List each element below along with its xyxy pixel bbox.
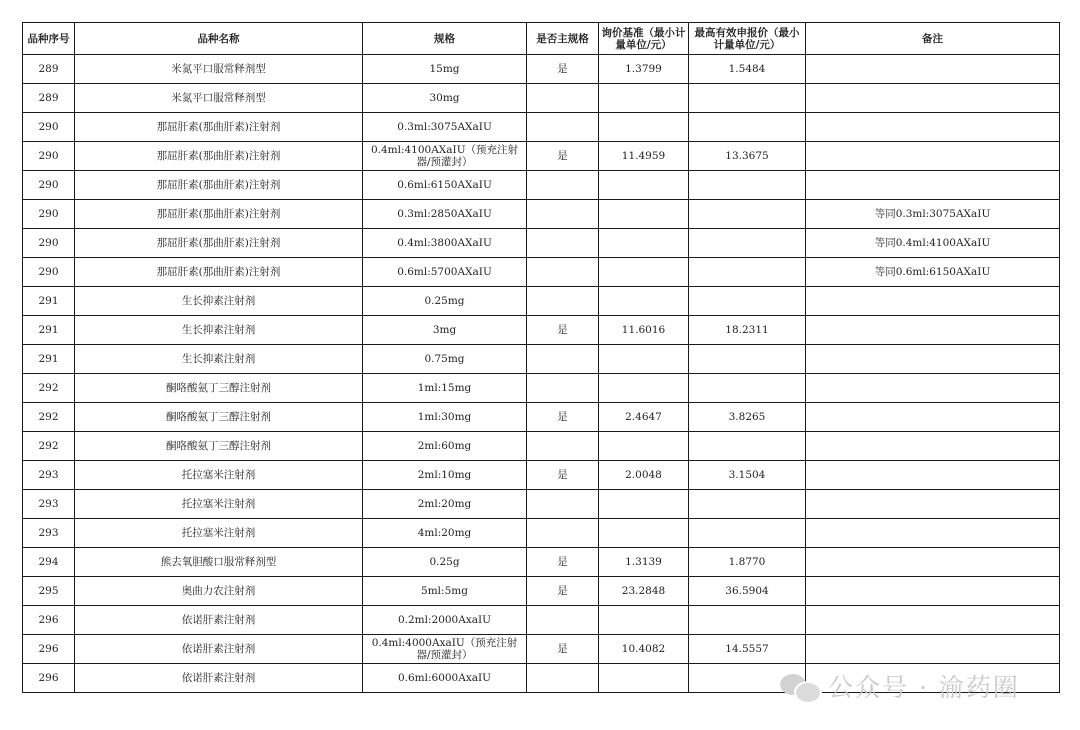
cell-max-price xyxy=(689,345,806,374)
cell-name: 那屈肝素(那曲肝素)注射剂 xyxy=(75,229,363,258)
cell-base-price: 23.2848 xyxy=(599,577,689,606)
cell-name: 那屈肝素(那曲肝素)注射剂 xyxy=(75,171,363,200)
cell-max-price: 13.3675 xyxy=(689,142,806,171)
cell-name: 生长抑素注射剂 xyxy=(75,345,363,374)
header-base-price: 询价基准（最小计量单位/元） xyxy=(599,23,689,55)
cell-note: 等同0.6ml:6150AXaIU xyxy=(806,258,1060,287)
cell-no: 292 xyxy=(23,403,75,432)
cell-name: 托拉塞米注射剂 xyxy=(75,490,363,519)
cell-base-price xyxy=(599,258,689,287)
cell-max-price xyxy=(689,200,806,229)
table-row xyxy=(23,403,1060,432)
cell-main: 是 xyxy=(527,55,599,84)
cell-base-price: 1.3139 xyxy=(599,548,689,577)
table-row xyxy=(23,432,1060,461)
cell-max-price: 18.2311 xyxy=(689,316,806,345)
cell-name: 那屈肝素(那曲肝素)注射剂 xyxy=(75,200,363,229)
table-row xyxy=(23,55,1060,84)
cell-max-price xyxy=(689,519,806,548)
cell-main xyxy=(527,606,599,635)
cell-name: 酮咯酸氨丁三醇注射剂 xyxy=(75,374,363,403)
cell-no: 293 xyxy=(23,461,75,490)
cell-base-price xyxy=(599,84,689,113)
cell-base-price: 11.4959 xyxy=(599,142,689,171)
watermark xyxy=(780,668,1020,704)
cell-base-price xyxy=(599,200,689,229)
cell-max-price xyxy=(689,374,806,403)
cell-note xyxy=(806,345,1060,374)
cell-spec: 0.75mg xyxy=(363,345,527,374)
cell-spec: 0.6ml:6150AXaIU xyxy=(363,171,527,200)
cell-spec: 2ml:20mg xyxy=(363,490,527,519)
cell-base-price xyxy=(599,519,689,548)
table-row xyxy=(23,519,1060,548)
cell-spec: 0.3ml:2850AXaIU xyxy=(363,200,527,229)
cell-base-price: 2.4647 xyxy=(599,403,689,432)
cell-base-price: 2.0048 xyxy=(599,461,689,490)
cell-main xyxy=(527,287,599,316)
cell-no: 296 xyxy=(23,635,75,664)
cell-base-price: 11.6016 xyxy=(599,316,689,345)
price-table xyxy=(22,22,1060,693)
cell-main: 是 xyxy=(527,635,599,664)
cell-base-price xyxy=(599,490,689,519)
cell-note: 等同0.4ml:4100AXaIU xyxy=(806,229,1060,258)
cell-name: 那屈肝素(那曲肝素)注射剂 xyxy=(75,113,363,142)
cell-base-price xyxy=(599,664,689,693)
cell-note xyxy=(806,171,1060,200)
cell-no: 290 xyxy=(23,113,75,142)
cell-max-price: 3.8265 xyxy=(689,403,806,432)
cell-no: 291 xyxy=(23,287,75,316)
cell-note xyxy=(806,374,1060,403)
cell-spec: 0.25mg xyxy=(363,287,527,316)
cell-spec: 4ml:20mg xyxy=(363,519,527,548)
cell-max-price xyxy=(689,113,806,142)
table-row xyxy=(23,287,1060,316)
cell-max-price xyxy=(689,287,806,316)
cell-name: 生长抑素注射剂 xyxy=(75,287,363,316)
cell-name: 依诺肝素注射剂 xyxy=(75,635,363,664)
table-row xyxy=(23,374,1060,403)
cell-no: 290 xyxy=(23,171,75,200)
header-no: 品种序号 xyxy=(23,23,75,55)
cell-base-price xyxy=(599,229,689,258)
cell-no: 292 xyxy=(23,374,75,403)
cell-name: 酮咯酸氨丁三醇注射剂 xyxy=(75,403,363,432)
cell-spec: 0.6ml:5700AXaIU xyxy=(363,258,527,287)
cell-spec: 3mg xyxy=(363,316,527,345)
table-row xyxy=(23,606,1060,635)
cell-max-price xyxy=(689,432,806,461)
cell-max-price: 36.5904 xyxy=(689,577,806,606)
cell-note xyxy=(806,142,1060,171)
table-row xyxy=(23,113,1060,142)
wechat-icon xyxy=(780,670,820,702)
header-main: 是否主规格 xyxy=(527,23,599,55)
cell-no: 291 xyxy=(23,316,75,345)
cell-spec: 0.6ml:6000AxaIU xyxy=(363,664,527,693)
cell-no: 296 xyxy=(23,664,75,693)
cell-base-price xyxy=(599,345,689,374)
watermark-text: 公众号 · 渝药圈 xyxy=(828,673,1020,702)
cell-note xyxy=(806,548,1060,577)
cell-spec: 2ml:60mg xyxy=(363,432,527,461)
table-row xyxy=(23,635,1060,664)
table-row xyxy=(23,142,1060,171)
cell-no: 290 xyxy=(23,258,75,287)
cell-note: 等同0.3ml:3075AXaIU xyxy=(806,200,1060,229)
header-note: 备注 xyxy=(806,23,1060,55)
cell-note xyxy=(806,490,1060,519)
table-row xyxy=(23,577,1060,606)
cell-spec: 0.3ml:3075AXaIU xyxy=(363,113,527,142)
table-body xyxy=(23,55,1060,693)
cell-main xyxy=(527,490,599,519)
cell-main xyxy=(527,171,599,200)
table-row xyxy=(23,548,1060,577)
cell-max-price xyxy=(689,606,806,635)
cell-max-price xyxy=(689,171,806,200)
cell-max-price xyxy=(689,258,806,287)
cell-spec: 0.25g xyxy=(363,548,527,577)
cell-base-price xyxy=(599,432,689,461)
cell-name: 奥曲力农注射剂 xyxy=(75,577,363,606)
cell-no: 291 xyxy=(23,345,75,374)
cell-main: 是 xyxy=(527,548,599,577)
cell-no: 290 xyxy=(23,229,75,258)
cell-no: 293 xyxy=(23,490,75,519)
cell-main: 是 xyxy=(527,577,599,606)
cell-base-price xyxy=(599,171,689,200)
cell-main xyxy=(527,200,599,229)
cell-spec: 0.4ml:4000AxaIU（预充注射器/预灌封） xyxy=(363,635,527,664)
cell-note xyxy=(806,403,1060,432)
cell-base-price: 10.4082 xyxy=(599,635,689,664)
cell-main: 是 xyxy=(527,461,599,490)
cell-no: 295 xyxy=(23,577,75,606)
header-spec: 规格 xyxy=(363,23,527,55)
cell-base-price xyxy=(599,606,689,635)
cell-name: 米氮平口服常释剂型 xyxy=(75,55,363,84)
table-row xyxy=(23,229,1060,258)
cell-main xyxy=(527,374,599,403)
cell-spec: 15mg xyxy=(363,55,527,84)
cell-no: 289 xyxy=(23,84,75,113)
cell-max-price: 3.1504 xyxy=(689,461,806,490)
cell-note xyxy=(806,519,1060,548)
header-name: 品种名称 xyxy=(75,23,363,55)
cell-main xyxy=(527,345,599,374)
table-row xyxy=(23,200,1060,229)
cell-note xyxy=(806,316,1060,345)
table-row xyxy=(23,316,1060,345)
table-row xyxy=(23,490,1060,519)
header-max-price: 最高有效申报价（最小计量单位/元） xyxy=(689,23,806,55)
cell-name: 生长抑素注射剂 xyxy=(75,316,363,345)
cell-note xyxy=(806,287,1060,316)
cell-spec: 2ml:10mg xyxy=(363,461,527,490)
cell-name: 米氮平口服常释剂型 xyxy=(75,84,363,113)
cell-spec: 30mg xyxy=(363,84,527,113)
table-row xyxy=(23,171,1060,200)
cell-base-price xyxy=(599,287,689,316)
cell-note xyxy=(806,635,1060,664)
cell-note xyxy=(806,84,1060,113)
cell-max-price xyxy=(689,229,806,258)
cell-base-price xyxy=(599,113,689,142)
cell-no: 289 xyxy=(23,55,75,84)
table-header-row xyxy=(23,23,1060,55)
price-table-sheet xyxy=(22,22,1060,693)
cell-note xyxy=(806,606,1060,635)
cell-main xyxy=(527,258,599,287)
cell-name: 托拉塞米注射剂 xyxy=(75,519,363,548)
cell-spec: 1ml:30mg xyxy=(363,403,527,432)
cell-name: 依诺肝素注射剂 xyxy=(75,664,363,693)
cell-no: 292 xyxy=(23,432,75,461)
cell-note xyxy=(806,55,1060,84)
cell-name: 熊去氧胆酸口服常释剂型 xyxy=(75,548,363,577)
cell-note xyxy=(806,577,1060,606)
cell-name: 那屈肝素(那曲肝素)注射剂 xyxy=(75,142,363,171)
cell-main xyxy=(527,519,599,548)
cell-main: 是 xyxy=(527,403,599,432)
cell-main xyxy=(527,432,599,461)
cell-max-price: 14.5557 xyxy=(689,635,806,664)
cell-note xyxy=(806,461,1060,490)
cell-main xyxy=(527,229,599,258)
cell-name: 酮咯酸氨丁三醇注射剂 xyxy=(75,432,363,461)
cell-main: 是 xyxy=(527,316,599,345)
cell-no: 294 xyxy=(23,548,75,577)
cell-main: 是 xyxy=(527,142,599,171)
cell-no: 290 xyxy=(23,142,75,171)
cell-name: 托拉塞米注射剂 xyxy=(75,461,363,490)
cell-max-price xyxy=(689,490,806,519)
cell-note xyxy=(806,432,1060,461)
cell-no: 293 xyxy=(23,519,75,548)
cell-no: 290 xyxy=(23,200,75,229)
cell-base-price xyxy=(599,374,689,403)
cell-spec: 0.4ml:3800AXaIU xyxy=(363,229,527,258)
cell-base-price: 1.3799 xyxy=(599,55,689,84)
table-row xyxy=(23,345,1060,374)
cell-main xyxy=(527,664,599,693)
cell-note xyxy=(806,113,1060,142)
cell-spec: 1ml:15mg xyxy=(363,374,527,403)
cell-name: 那屈肝素(那曲肝素)注射剂 xyxy=(75,258,363,287)
cell-max-price xyxy=(689,84,806,113)
cell-spec: 0.2ml:2000AxaIU xyxy=(363,606,527,635)
table-row xyxy=(23,84,1060,113)
cell-main xyxy=(527,84,599,113)
cell-spec: 5ml:5mg xyxy=(363,577,527,606)
cell-max-price: 1.5484 xyxy=(689,55,806,84)
cell-main xyxy=(527,113,599,142)
cell-name: 依诺肝素注射剂 xyxy=(75,606,363,635)
cell-max-price: 1.8770 xyxy=(689,548,806,577)
cell-no: 296 xyxy=(23,606,75,635)
cell-spec: 0.4ml:4100AXaIU（预充注射器/预灌封） xyxy=(363,142,527,171)
table-row xyxy=(23,258,1060,287)
table-row xyxy=(23,461,1060,490)
